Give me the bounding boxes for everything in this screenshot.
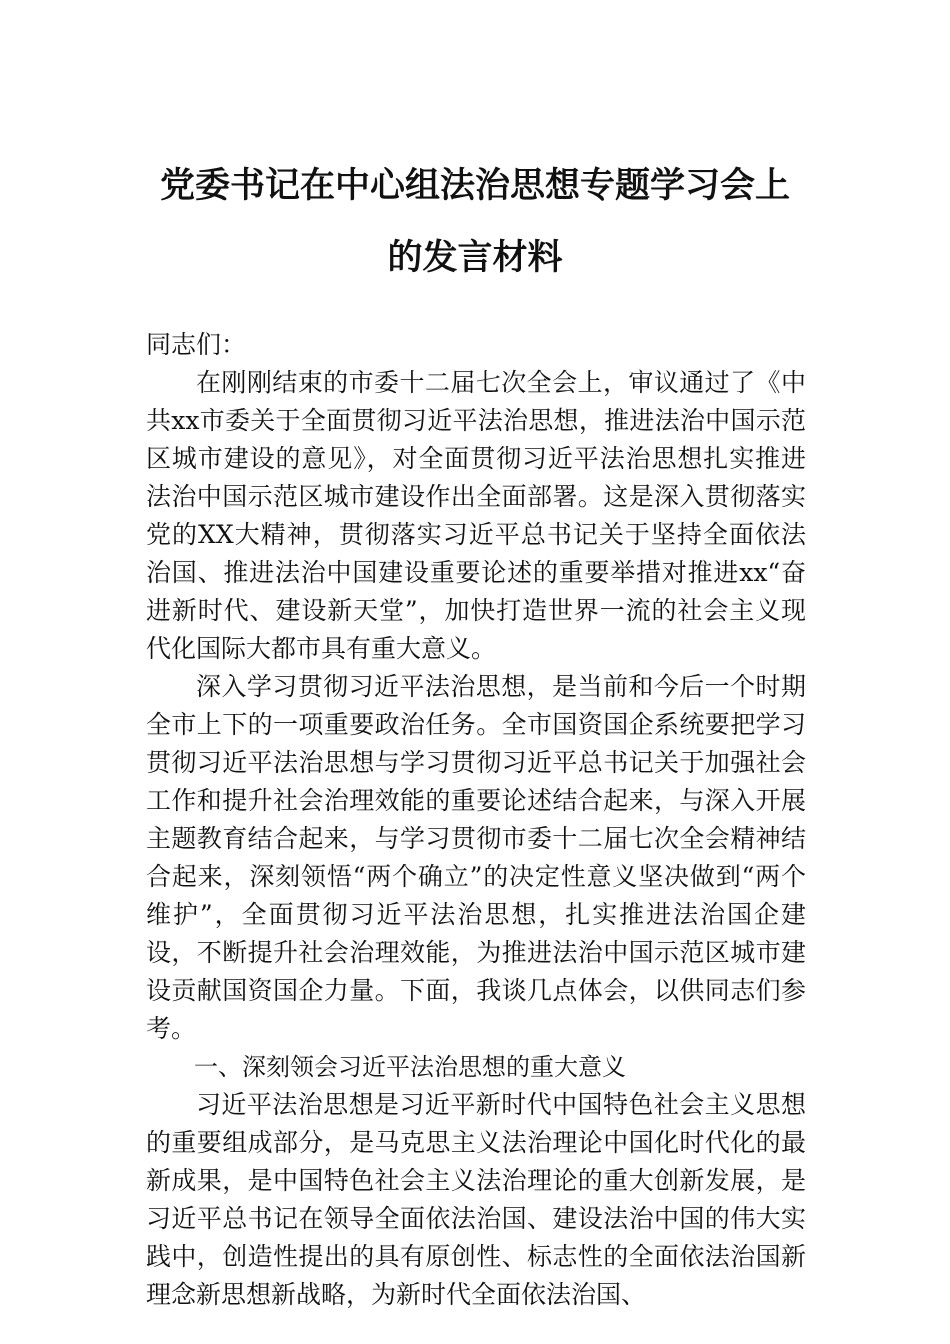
salutation: 同志们：	[146, 330, 247, 359]
title-line-1: 党委书记在中心组法治思想专题学习会上	[159, 165, 790, 206]
document-body	[146, 326, 806, 1314]
section-paragraph: 习近平法治思想是习近平新时代中国特色社会主义思想的重要组成部分，是马克思主义法治理论中国化时代化的最新成果，是中国特色社会主义法治理论的重大创新发展，是习近平总书记在领导全面依法治国、建设法治中国的伟大实践中，创造性提出的具有原创性、标志性的全面依法治国新理念新思想新战略，为新时代全面依法治国、	[146, 1090, 806, 1309]
paragraph-1: 在刚刚结束的市委十二届七次全会上，审议通过了《中共xx市委关于全面贯彻习近平法治思想，推进法治中国示范区城市建设的意见》，对全面贯彻习近平法治思想扎实推进法治中国示范区城市建设作出全面部署。这是深入贯彻落实党的XX大精神，贯彻落实习近平总书记关于坚持全面依法治国、推进法治中国建设重要论述的重要举措对推进xx“奋进新时代、建设新天堂”，加快打造世界一流的社会主义现代化国际大都市具有重大意义。	[146, 368, 806, 663]
title-line-2: 的发言材料	[387, 237, 563, 278]
section-heading: 一、深刻领会习近平法治思想的重大意义	[194, 1053, 626, 1081]
document-title	[130, 150, 820, 294]
paragraph-2: 深入学习贯彻习近平法治思想，是当前和今后一个时期全市上下的一项重要政治任务。全市国资国企系统要把学习贯彻习近平法治思想与学习贯彻习近平总书记关于加强社会工作和提升社会治理效能的重要论述结合起来，与深入开展主题教育结合起来，与学习贯彻市委十二届七次全会精神结合起来，深刻领悟“两个确立”的决定性意义坚决做到“两个维护”，全面贯彻习近平法治思想，扎实推进法治国企建设，不断提升社会治理效能，为推进法治中国示范区城市建设贡献国资国企力量。下面，我谈几点体会，以供同志们参考。	[146, 672, 806, 1043]
